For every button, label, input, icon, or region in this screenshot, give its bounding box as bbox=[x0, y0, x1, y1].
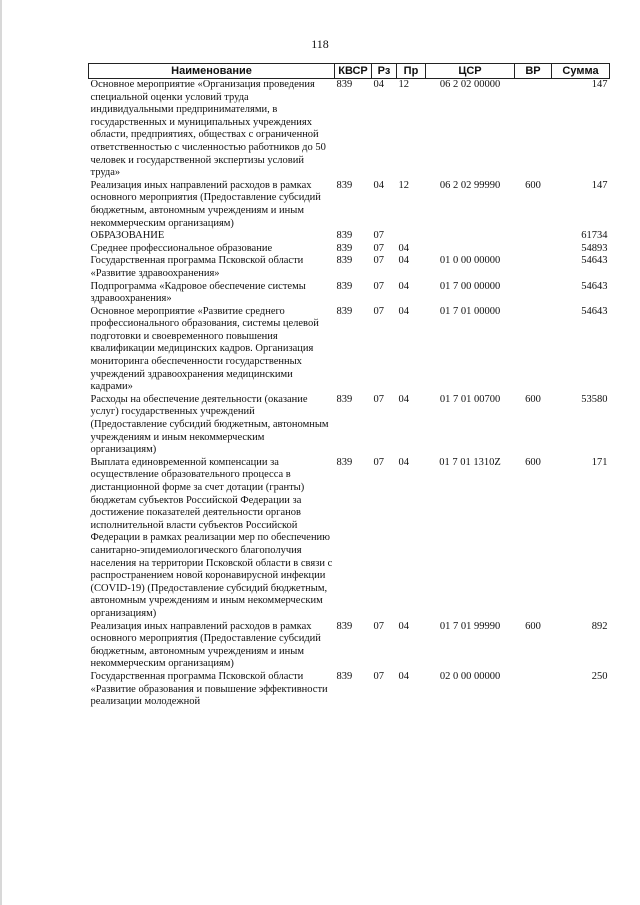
table-row bbox=[89, 180, 610, 230]
cell-pr: 12 bbox=[398, 179, 409, 191]
cell-vr bbox=[515, 243, 552, 256]
cell-sum: 54643 bbox=[581, 305, 608, 317]
cell-kvsr: 839 bbox=[336, 79, 353, 90]
cell-vr bbox=[515, 306, 552, 394]
table-row bbox=[89, 255, 610, 280]
cell-kvsr: 839 bbox=[336, 393, 353, 405]
cell-rz: 04 bbox=[373, 79, 384, 90]
cell-vr bbox=[515, 230, 552, 243]
cell-sum: 171 bbox=[591, 456, 608, 468]
cell-sum: 250 bbox=[591, 670, 608, 682]
cell-sum: 147 bbox=[591, 179, 608, 191]
cell-pr: 04 bbox=[398, 255, 409, 267]
cell-vr: 600 bbox=[525, 456, 541, 468]
table-row bbox=[89, 671, 610, 709]
cell-vr bbox=[515, 281, 552, 306]
cell-pr: 04 bbox=[398, 305, 409, 317]
cell-csr: 01 7 01 00700 bbox=[439, 393, 501, 405]
cell-csr: 01 7 01 99990 bbox=[439, 620, 501, 632]
cell-sum: 53580 bbox=[581, 393, 608, 405]
column-header-name: Наименование bbox=[89, 64, 335, 79]
cell-rz: 07 bbox=[373, 305, 384, 317]
table-row bbox=[89, 394, 610, 457]
cell-rz: 07 bbox=[373, 620, 384, 632]
cell-csr: 01 7 01 00000 bbox=[439, 305, 501, 317]
cell-csr bbox=[426, 243, 515, 256]
cell-name: Государственная программа Псковской области «Развитие здравоохранения» bbox=[90, 255, 304, 279]
cell-rz: 07 bbox=[373, 456, 384, 468]
cell-name: Подпрограмма «Кадровое обеспечение системы здравоохранения» bbox=[90, 280, 306, 305]
cell-kvsr: 839 bbox=[336, 280, 353, 292]
column-header-sum: Сумма bbox=[552, 64, 610, 79]
table-row bbox=[89, 281, 610, 306]
cell-rz: 07 bbox=[373, 255, 384, 267]
cell-kvsr: 839 bbox=[336, 242, 353, 254]
cell-name: Реализация иных направлений расходов в рамках основного мероприятия (Предоставление субсидий бюджетным, автономным учреждениям и иным некоммерческим организациям) bbox=[90, 620, 321, 670]
cell-vr bbox=[515, 255, 552, 280]
table-row bbox=[89, 230, 610, 243]
table-row bbox=[89, 621, 610, 671]
cell-name: Основное мероприятие «Развитие среднего профессионального образования, системы целевой подготовки и своевременного повышения квалификации медицинских кадров. Организация мониторинга обеспеченности государственных учреждений здравоохранения медицинскими кадрами» bbox=[90, 305, 319, 393]
cell-sum: 54893 bbox=[581, 242, 608, 254]
cell-name: Расходы на обеспечение деятельности (оказание услуг) государственных учреждений (Предоставление субсидий бюджетным, автономным учреждениям и иным некоммерческим организациям) bbox=[90, 393, 329, 456]
cell-rz: 07 bbox=[373, 393, 384, 405]
cell-sum: 61734 bbox=[581, 230, 608, 242]
cell-pr bbox=[397, 230, 426, 243]
cell-vr bbox=[515, 671, 552, 709]
table-row bbox=[89, 79, 610, 180]
cell-name: Реализация иных направлений расходов в рамках основного мероприятия (Предоставление субсидий бюджетным, автономным учреждениям и иным некоммерческим организациям) bbox=[90, 179, 321, 229]
cell-sum: 54643 bbox=[581, 255, 608, 267]
page-number: 118 bbox=[311, 37, 329, 51]
cell-kvsr: 839 bbox=[336, 305, 353, 317]
cell-csr: 01 7 01 1310Z bbox=[439, 456, 501, 468]
cell-rz: 07 bbox=[373, 280, 384, 292]
cell-csr bbox=[426, 230, 515, 243]
cell-sum: 54643 bbox=[581, 280, 608, 292]
cell-kvsr: 839 bbox=[336, 620, 353, 632]
cell-rz: 04 bbox=[373, 179, 384, 191]
cell-name: ОБРАЗОВАНИЕ bbox=[90, 230, 165, 242]
cell-kvsr: 839 bbox=[336, 179, 353, 191]
cell-name: Основное мероприятие «Организация проведения специальной оценки условий труда индивидуальными предпринимателями, в государственных и муниципальных учреждениях области, предприятиях, обществах с ограниченной ответственностью с численностью работников до 50 человек и государственной экспертизы условий труда» bbox=[90, 79, 326, 179]
cell-pr: 04 bbox=[398, 456, 409, 468]
cell-rz: 07 bbox=[373, 242, 384, 254]
column-header-rz: Рз bbox=[372, 64, 397, 79]
cell-kvsr: 839 bbox=[336, 456, 353, 468]
cell-vr: 600 bbox=[525, 179, 541, 191]
cell-name: Среднее профессиональное образование bbox=[90, 242, 273, 254]
cell-csr: 06 2 02 99990 bbox=[439, 179, 501, 191]
cell-pr: 04 bbox=[398, 670, 409, 682]
cell-pr: 04 bbox=[398, 242, 409, 254]
cell-kvsr: 839 bbox=[336, 255, 353, 267]
cell-vr: 600 bbox=[525, 393, 541, 405]
cell-kvsr: 839 bbox=[336, 230, 353, 242]
scan-edge bbox=[0, 0, 2, 905]
column-header-csr: ЦСР bbox=[426, 64, 515, 79]
cell-pr: 04 bbox=[398, 620, 409, 632]
cell-kvsr: 839 bbox=[336, 670, 353, 682]
cell-sum: 147 bbox=[591, 79, 608, 90]
cell-pr: 12 bbox=[398, 79, 409, 90]
column-header-kvsr: КВСР bbox=[335, 64, 372, 79]
cell-sum: 892 bbox=[591, 620, 608, 632]
cell-vr: 600 bbox=[525, 620, 541, 632]
column-header-pr: Пр bbox=[397, 64, 426, 79]
cell-name: Государственная программа Псковской области «Развитие образования и повышение эффективности реализации молодежной bbox=[90, 670, 328, 708]
cell-rz: 07 bbox=[373, 230, 384, 242]
cell-csr: 01 0 00 00000 bbox=[439, 255, 501, 267]
cell-vr bbox=[515, 79, 552, 180]
table-header-row bbox=[89, 64, 610, 79]
cell-pr: 04 bbox=[398, 280, 409, 292]
cell-csr: 06 2 02 00000 bbox=[439, 79, 501, 90]
table-row bbox=[89, 243, 610, 256]
cell-csr: 02 0 00 00000 bbox=[439, 670, 501, 682]
table-row bbox=[89, 306, 610, 394]
table-row bbox=[89, 457, 610, 621]
column-header-vr: ВР bbox=[515, 64, 552, 79]
budget-table bbox=[88, 63, 610, 709]
cell-name: Выплата единовременной компенсации за осуществление образовательного процесса в дистанционной форме за счет дотации (гранты) бюджетам субъектов Российской Федерации за достижение показателей деятельности органов исполнительной власти субъектов Российской Федерации в рамках реализации мер по обеспечению санитарно-эпидемиологического благополучия населения на территории Псковской области в связи с распространением новой коронавирусной инфекции (COVID-19) (Предоставление субсидий бюджетным, автономным учреждениям и иным некоммерческим организациям) bbox=[90, 456, 333, 619]
cell-rz: 07 bbox=[373, 670, 384, 682]
cell-pr: 04 bbox=[398, 393, 409, 405]
cell-csr: 01 7 00 00000 bbox=[439, 280, 501, 292]
